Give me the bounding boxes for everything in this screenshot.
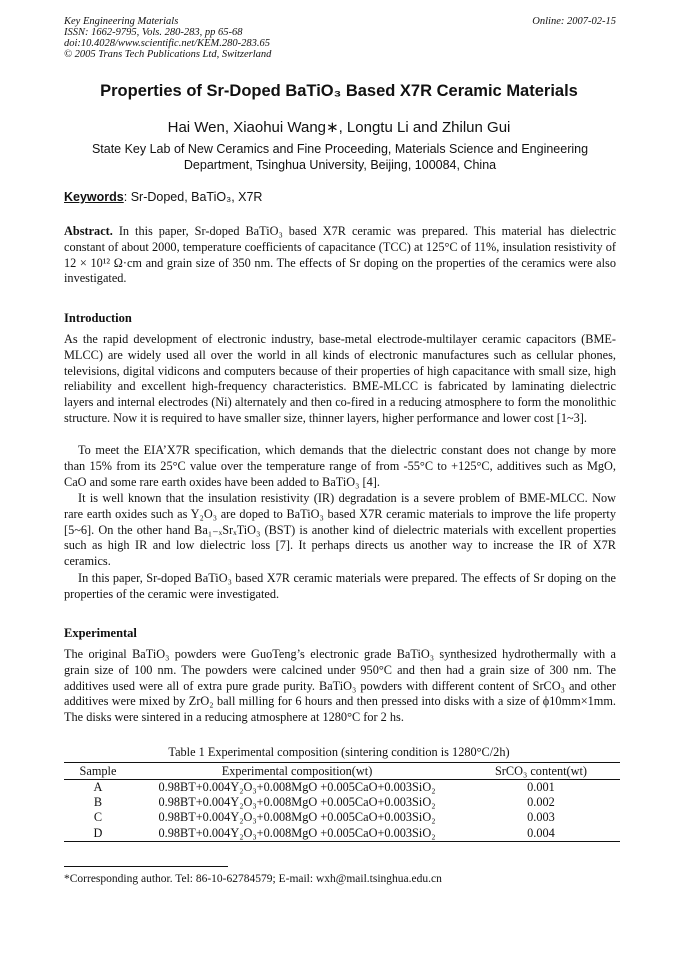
cell-composition: 0.98BT+0.004Y₂O₃+0.008MgO +0.005CaO+0.003SiO₂ bbox=[158, 795, 436, 810]
abstract-text: In this paper, Sr-doped BaTiO₃ based X7R ceramic was prepared. This material has dielectric constant of about 2000, temperature coefficients of capacitance (TCC) at 125°C of 11%, insulation resistivity of 12 × 10¹² Ω·cm and grain size of 350 nm. The effects of Sr doping on the properties of the ceramics were also investigated. bbox=[64, 224, 616, 286]
table-row bbox=[64, 780, 620, 796]
issn-line: ISSN: 1662-9795, Vols. 280-283, pp 65-68 bbox=[64, 27, 243, 38]
table-row bbox=[64, 795, 620, 810]
header-composition: Experimental composition(wt) bbox=[132, 763, 462, 780]
keywords-text: : Sr-Doped, BaTiO₃, X7R bbox=[123, 190, 263, 204]
footnote-divider bbox=[64, 866, 228, 867]
journal-header bbox=[64, 16, 271, 60]
journal-name: Key Engineering Materials bbox=[64, 16, 179, 27]
cell-composition: 0.98BT+0.004Y₂O₃+0.008MgO +0.005CaO+0.003SiO₂ bbox=[158, 780, 436, 794]
intro-paragraph-3: It is well known that the insulation resistivity (IR) degradation is a severe problem of BME-MLCC. Now rare earth oxides such as Y₂O₃ are doped to BaTiO₃ based X7R ceramic materials to improve the life property [5~6]. On the other hand Ba₁₋ₓSrₓTiO₃ (BST) is another kind of dielectric materials with excellent properties such as high IR and low dielectric loss [7]. It perhaps directs us another way to increase the IR of X7R ceramics. bbox=[64, 491, 616, 569]
intro-paragraph-4: In this paper, Sr-doped BaTiO₃ based X7R ceramic materials were prepared. The effects of Sr doping on the properties of the ceramic were investigated. bbox=[64, 571, 616, 601]
table-row bbox=[64, 810, 620, 825]
intro-paragraph-1: As the rapid development of electronic industry, base-metal electrode-multilayer ceramic capacitors (BME-MLCC) are widely used all over the world in all kinds of electronic manufactures such as cellular phones, televisions, digital vidicons and computers because of their properties of high capacitance with small size, high reliability and excellent high-frequency characteristics. BME-MLCC is fabricated by laminating dielectric layers and internal electrodes (Ni) alternately and then co-fired in a reducing atmosphere to form the monolithic structure. Now it is required to have smaller size, thinner layers, higher performance and lower cost [1~3]. bbox=[64, 332, 616, 425]
cell-srco3: 0.002 bbox=[527, 795, 555, 810]
cell-composition: 0.98BT+0.004Y₂O₃+0.008MgO +0.005CaO+0.003SiO₂ bbox=[158, 810, 436, 825]
cell-sample: C bbox=[93, 810, 103, 825]
cell-srco3: 0.003 bbox=[527, 810, 555, 825]
abstract bbox=[64, 224, 616, 287]
doi-line: doi:10.4028/www.scientific.net/KEM.280-283.65 bbox=[64, 38, 270, 49]
intro-paragraph-2: To meet the EIA’X7R specification, which demands that the dielectric constant does not change by more than 15% from its 25°C value over the temperature range of from -55°C to +125°C, additives such as MgO, CaO and some rare earth oxides have been added to BaTiO₃ [4]. bbox=[64, 443, 616, 489]
affiliation: State Key Lab of New Ceramics and Fine Proceeding, Materials Science and Engineering Department, Tsinghua University, Beijing, 100084, China bbox=[91, 142, 589, 172]
composition-table bbox=[64, 762, 620, 842]
online-date: Online: 2007-02-15 bbox=[532, 16, 616, 27]
cell-srco3: 0.001 bbox=[527, 780, 555, 794]
abstract-label: Abstract. bbox=[64, 224, 113, 238]
experimental-heading: Experimental bbox=[64, 626, 137, 640]
keywords-line bbox=[64, 190, 262, 204]
author-list: Hai Wen, Xiaohui Wang∗, Longtu Li and Zhilun Gui bbox=[167, 119, 511, 136]
cell-composition: 0.98BT+0.004Y₂O₃+0.008MgO +0.005CaO+0.003SiO₂ bbox=[132, 826, 462, 842]
cell-sample: B bbox=[93, 795, 103, 810]
cell-sample: D bbox=[64, 826, 132, 842]
corresponding-author-footnote: *Corresponding author. Tel: 86-10-62784579; E-mail: wxh@mail.tsinghua.edu.cn bbox=[64, 873, 442, 885]
header-srco3-content: SrCO₃ content(wt) bbox=[462, 763, 620, 780]
cell-srco3: 0.004 bbox=[462, 826, 620, 842]
experimental-paragraph: The original BaTiO₃ powders were GuoTeng’s electronic grade BaTiO₃ synthesized hydrothermally with a grain size of 100 nm. The powders were calcined under 950°C and then had a grain size of 300 nm. The additives used were all of extra pure grade purity. BaTiO₃ powders with different content of SrCO₃ and other additives were mixed by ZrO₂ ball milling for 6 hours and then pressed into disks with a size of ϕ10mm×1mm. The disks were sintered in a reducing atmosphere at 1280°C for 2 hs. bbox=[64, 647, 616, 725]
table-row bbox=[64, 826, 620, 842]
introduction-heading: Introduction bbox=[64, 311, 132, 325]
header-sample: Sample bbox=[64, 763, 132, 780]
table-caption: Table 1 Experimental composition (sintering condition is 1280°C/2h) bbox=[168, 745, 510, 759]
keywords-label: Keywords bbox=[64, 190, 124, 204]
table-header-row bbox=[64, 763, 620, 780]
copyright-line: © 2005 Trans Tech Publications Ltd, Switzerland bbox=[64, 49, 272, 60]
paper-title: Properties of Sr-Doped BaTiO₃ Based X7R Ceramic Materials bbox=[100, 82, 578, 100]
cell-sample: A bbox=[93, 780, 103, 794]
